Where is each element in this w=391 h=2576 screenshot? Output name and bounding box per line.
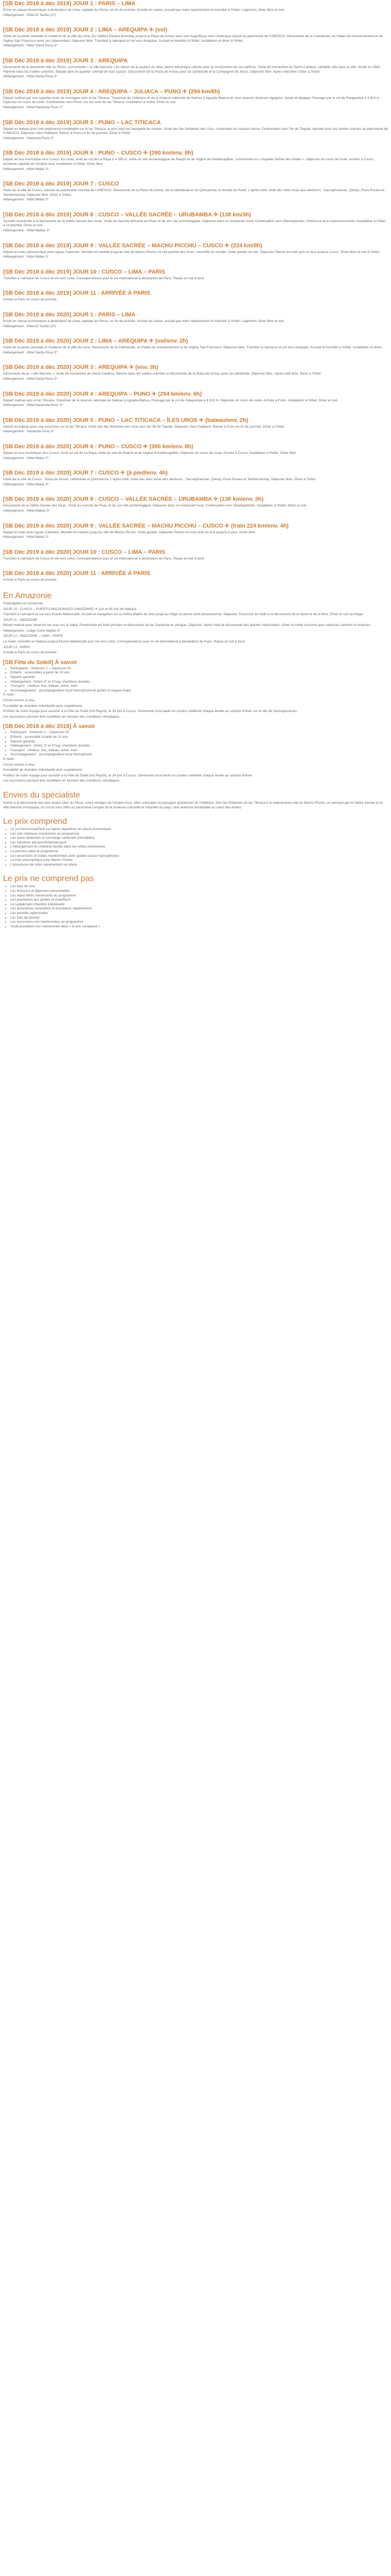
day-title: [SB Déc 2019 à déc 2020] JOUR 11 : ARRIVÉE À PARIS (3, 570, 151, 577)
soleil-2018-title: [SB Fête du Soleil] À savoir (3, 659, 77, 666)
day-title: [SB Déc 2018 à déc 2019] JOUR 5 : PUNO – LAC TITICACA (3, 119, 161, 126)
prix-comprend-title: Le prix comprend (3, 817, 67, 826)
day-block (3, 290, 388, 302)
day-block (3, 88, 388, 110)
list-item: • Accompagnateur : accompagnateur local francophone (10, 753, 388, 757)
list-item: • Les frais de visa (10, 885, 388, 889)
day-description: Arrivée à Paris en cours de journée. (3, 578, 58, 582)
day-title: [SB Déc 2019 à déc 2020] JOUR 10 : CUSCO – LIMA – PARIS (3, 549, 166, 555)
day-hotel: Hébergement : Hacienda Puno 3* (3, 430, 54, 434)
soleil-2019-notes (3, 763, 388, 784)
day-description: Départ en train panoramique pour Aguas Calientes. Montée en navette jusqu'au site de Machu Picchu, la cité perdue des Incas, merveille du monde. Visite guidée du site. Déjeuner. Retour en train puis en bus jusqu'à Cusco. Dîner libre et nuit à l'hôtel. (3, 250, 380, 254)
prix-exclut-list (3, 885, 388, 929)
day-title: [SB Déc 2019 à déc 2020] JOUR 9 : VALLÉE SACRÉE – MACHU PICCHU – CUSCO ✈ (train 224 km/env. 4h) (3, 522, 289, 529)
list-item: • Le train panoramique pour Machu Picchu (10, 858, 388, 863)
list-item: • Les excursions non mentionnées au programme (10, 920, 388, 925)
amazonie-subtitle: Prolongation en Amazonie (3, 601, 43, 605)
day-description: Départ matinal par une superbe route de montagne vers le lac Titicaca. Traversée de l'Altiplano et de la réserve nationale de Salinas y Aguada Blanca où vous pourrez observer vigognes, lamas et alpagas. Passage par le col de Patapampa à 4 910 m. Déjeuner en cours de route. Continuation vers Puno, sur les rives du lac Titicaca. Installation à l'hôtel. Dîner et nuit. (3, 96, 381, 105)
list-item: • Transport : minibus, bus, bateau, avion, train (10, 684, 388, 689)
day-block (3, 570, 388, 583)
day-title: [SB Déc 2018 à déc 2019] JOUR 4 : AREQUIPA – JULIACA – PUNO ✈ (294 km/6h) (3, 88, 220, 95)
list-item: • Accompagnateur : accompagnateur local francophone et guides à chaque étape (10, 689, 388, 693)
list-item: • Les vols intérieurs mentionnés au programme (10, 832, 388, 837)
day-hotel: Hébergement : Hôtel Midas 3* (3, 535, 49, 539)
day-title: [SB Déc 2019 à déc 2020] JOUR 3 : AREQUIPA ✈ (env. 3h) (3, 364, 158, 371)
day-hotel: Hébergement : Hôtel Mabey 3* (3, 509, 50, 513)
day-description: Envol en classe économique à destination de Lima, capitale du Pérou, en fin de journée. Arrivée en soirée, accueil par notre représentant et transfert à l'hôtel. Logement, dîner libre et nuit. (3, 319, 285, 324)
day-block (3, 443, 388, 461)
day-hotel: Hébergement : Hôtel Santa Rosa 3* (3, 350, 58, 354)
day-title: [SB Déc 2019 à déc 2020] JOUR 7 : CUSCO ✈ (à pied/env. 4h) (3, 470, 168, 477)
soleil-2019-list (3, 731, 388, 757)
day-block (3, 549, 388, 562)
amazonie-section (3, 591, 388, 655)
paragraph: Possibilité de chambre individuelle avec supplément. (3, 768, 83, 772)
day-hotel: Hébergement : Hôtel Santa Rosa 3* (3, 377, 58, 381)
day-block (3, 180, 388, 202)
day-block (3, 522, 388, 540)
list-item: • Hébergement : hôtels 3* et 3*sup, chambres doubles (10, 680, 388, 685)
day-title: [SB Déc 2019 à déc 2020] JOUR 8 : CUSCO – VALLÉE SACRÉE – URUBAMBA ✈ (138 km/env. 3h) (3, 496, 264, 503)
paragraph: Le matin, transfert en bateau jusqu'à Puerto Maldonado puis vol vers Lima. Correspondance pour le vol international à destination de Paris. Repas et nuit à bord. (3, 640, 246, 644)
list-item: • Les taxes aériennes et surcharge carburant (révisables) (10, 836, 388, 841)
day-description: Découverte de la deuxième ville du Pérou, surnommée « la ville blanche » en raison de la couleur du sillar, pierre volcanique utilisée pour la construction de ses édifices. Visite du monastère de Santa Catalina, véritable ville dans la ville, fondé en 1580. Flânerie dans les ruelles colorées. Balade dans le quartier colonial de San Lazaro. Découverte de la Plaza de Armas avec sa cathédrale et la Compagnie de Jésus. Déjeuner libre. Après-midi libre. Dîner à l'hôtel. (3, 65, 381, 74)
day-title: [SB Déc 2018 à déc 2019] JOUR 1 : PARIS – LIMA (3, 1, 136, 7)
day-block (3, 119, 388, 141)
day-title: [SB Déc 2018 à déc 2019] JOUR 8 : CUSCO – VALLÉE SACRÉE – URUBAMBA ✈ (138 km/3h) (3, 211, 251, 218)
day-block (3, 364, 388, 381)
day-description: Visite de la partie coloniale et moderne de la ville de Lima. Découverte de la Cathédrale, du Palais du Gouvernement et de l'église San Francisco. Déjeuner libre. Transfert à l'aéroport et vol vers Arequipa. Accueil et transfert à l'hôtel. Installation et dîner. (3, 346, 383, 350)
day-hotel: Hébergement : Hôtel Santa Rosa 3* (3, 75, 58, 79)
day-title: [SB Déc 2018 à déc 2019] JOUR 6 : PUNO – CUSCO ✈ (390 km/env. 8h) (3, 150, 193, 157)
paragraph: Circuit soumis à visa. (3, 699, 36, 702)
list-item: • Transport : minibus, bus, bateau, avion, train (10, 749, 388, 753)
paragraph: JOUR 10 : CUSCO – PUERTO MALDONADO (AMAZONIE) ✈ (vol et 45 min de bateau) (3, 607, 137, 611)
list-item: • L'hébergement en chambre double dans les hôtels mentionnés (10, 845, 388, 850)
list-item: • Départs garantis (10, 675, 388, 680)
list-item: • Les excursions et visites mentionnées avec guides locaux francophones (10, 854, 388, 859)
list-item: • Les activités optionnelles (10, 911, 388, 916)
soleil-2019-note-title: À noter : (3, 757, 16, 761)
prix-comprend-list (3, 827, 388, 867)
paragraph: Transfert à l'aéroport et vol vers Puerto Maldonado. Accueil et navigation sur la rivière Madre de Dios jusqu'au lodge en pleine forêt amazonienne. Déjeuner. Excursion en forêt à la découverte de la faune et de la flore. Dîner et nuit au lodge. (3, 613, 364, 617)
day-title: [SB Déc 2018 à déc 2019] JOUR 11 : ARRIVÉE À PARIS (3, 290, 151, 297)
paragraph: JOUR 12 : AMAZONIE – LIMA – PARIS (3, 634, 63, 638)
day-title: [SB Déc 2018 à déc 2019] JOUR 9 : VALLÉE SACRÉE – MACHU PICCHU – CUSCO ✈ (224 km/8h) (3, 242, 263, 249)
list-item: • Départs garantis (10, 740, 388, 744)
list-item: • Le vol Paris/Lima/Paris sur lignes régulières en classe économique (10, 827, 388, 832)
day-block (3, 391, 388, 408)
paragraph: Hébergement : Lodge Corto Maltés 3* (3, 629, 61, 633)
paragraph: Circuit soumis à visa. (3, 762, 36, 767)
day-block (3, 337, 388, 355)
paragraph: Profitez de votre voyage pour assister à la Fête du Soleil (Inti Raymi), le 24 juin à Cusco. Cérémonie inca haute en couleur célébrée chaque année au solstice d'hiver. (3, 773, 253, 777)
day-description: Journée consacrée à la découverte de la Vallée Sacrée des Incas. Visite du marché artisanal de Pisac et de son site archéologique. Déjeuner dans un restaurant local. Continuation vers Ollantaytambo, forteresse inca impressionnante. Installation à l'hôtel à Urubamba. Dîner et nuit. (3, 219, 386, 228)
day-block (3, 242, 388, 260)
day-description: Transfert à l'aéroport de Cusco et vol vers Lima. Correspondance pour le vol international à destination de Paris. Repas et nuit à bord. (3, 556, 205, 561)
day-block (3, 57, 388, 79)
soleil-2018-section (3, 659, 388, 720)
paragraph: Possibilité de chambre individuelle avec supplément. (3, 704, 83, 708)
day-title: [SB Déc 2019 à déc 2020] JOUR 4 : AREQUIPA – PUNO ✈ (294 km/env. 6h) (3, 391, 202, 397)
amazonie-title: En Amazonie (3, 591, 52, 600)
soleil-2019-section (3, 723, 388, 784)
day-description: Visite de la partie coloniale et moderne de la ville de Lima. Du célèbre Parque Kennedy jusqu'à la Plaza de Armas avec son magnifique cœur historique classé au patrimoine de l'UNESCO. Découverte de la Cathédrale, du Palais du Gouvernement et de l'église San Francisco avec ses catacombes. Déjeuner libre. Transfert à l'aéroport et vol vers Arequipa. Accueil et transfert à l'hôtel. Installation et dîner à l'hôtel. (3, 35, 383, 43)
soleil-2019-title: [SB Déc 2018 à déc 2019] À savoir (3, 723, 95, 730)
day-block (3, 268, 388, 281)
amazonie-paragraphs (3, 607, 388, 655)
paragraph: Réveil matinal pour observer les aras sur la colpa. Randonnée en forêt primaire et découverte du lac Sandoval en pirogue. Déjeuner. Après-midi de découverte des plantes médicinales. Dîner et sortie nocturne pour observer caïmans et insectes. (3, 623, 371, 628)
list-item: • Hébergement : hôtels 3* et 3*sup, chambres doubles (10, 744, 388, 749)
list-item: • Toute prestation non mentionnée dans « le prix comprend » (10, 925, 388, 929)
list-item: • Les frais de dossier (10, 916, 388, 921)
day-hotel: Hébergement : Hôtel El Tambo (3*) (3, 324, 56, 328)
list-item: • La pension selon le programme (10, 850, 388, 854)
soleil-2018-list (3, 667, 388, 693)
day-hotel: Hébergement : Hôtel Hacienda Puno 3* (3, 105, 63, 109)
day-hotel: Hébergement : Hôtel Midas 3* (3, 255, 49, 259)
day-title: [SB Déc 2018 à déc 2019] JOUR 3 : AREQUIPA (3, 57, 128, 64)
soleil-2018-notes (3, 699, 388, 719)
day-block (3, 311, 388, 329)
day-description: Départ en train pour Aguas Calientes. Montée en navette jusqu'au site de Machu Picchu. Visite guidée. Déjeuner. Retour en train puis en bus jusqu'à Cusco. Dîner libre. (3, 530, 256, 534)
list-item: • Enfants : accessibles à partir de 10 ans (10, 671, 388, 675)
list-item: • Les pourboires aux guides et chauffeurs (10, 898, 388, 903)
envies-text: Partez à la découverte des plus beaux sites du Pérou, entre vestiges de l'empire inca, villes coloniales et paysages grandioses de l'Altiplano. Des îles flottantes du lac Titicaca à la majestueuse cité de Machu Picchu, en passant par la Vallée Sacrée et la ville blanche d'Arequipa, ce circuit vous offre un panorama complet de la richesse culturelle et naturelle du pays. Une aventure inoubliable au cœur des Andes. (3, 801, 383, 809)
day-description: Départ en bus touristique vers Cusco. Arrêt au col de La Raya, visite du site de Raqchi et de l'église d'Andahuaylillas. Déjeuner en cours de route. Arrivée à Cusco. Installation à l'hôtel. Dîner libre. (3, 451, 297, 455)
day-description: Visite de la ville de Cusco : Plaza de Armas, cathédrale et Qoricancha. L'après-midi, visite des sites incas des alentours : Sacsayhuaman, Qenqo, Puca Pucara et Tambomachay. Déjeuner libre. Dîner à l'hôtel. (3, 478, 316, 482)
day-hotel: Hébergement : Hôtel Midas 3* (3, 456, 49, 460)
day-hotel: Hébergement : Hôtel El Tambo (3*) (3, 13, 56, 17)
day-block (3, 0, 388, 18)
itinerary-2018-2019 (3, 0, 388, 302)
day-description: Découverte de la Vallée Sacrée des Incas. Visite du marché de Pisac et de son site archéologique. Déjeuner dans un restaurant local. Continuation vers Ollantaytambo. Installation à l'hôtel. Dîner et nuit. (3, 504, 307, 508)
day-title: [SB Déc 2018 à déc 2019] JOUR 7 : CUSCO (3, 181, 119, 188)
day-block (3, 211, 388, 233)
day-hotel: Hébergement : Hôtel Midas 3* (3, 482, 49, 486)
day-block (3, 469, 388, 487)
prix-comprend-section (3, 817, 388, 867)
list-item: • Les assurances annulation et assistance rapatriement (10, 907, 388, 911)
paragraph: JOUR 11 : AMAZONIE (3, 618, 38, 622)
day-title: [SB Déc 2019 à déc 2020] JOUR 2 : LIMA – AREQUIPA ✈ (vol/env. 2h) (3, 338, 188, 345)
day-hotel: Hébergement : Hôtel Midas 3* (3, 198, 49, 202)
day-block (3, 417, 388, 434)
day-title: [SB Déc 2019 à déc 2020] JOUR 6 : PUNO – CUSCO ✈ (390 km/env. 8h) (3, 443, 193, 450)
paragraph: Les excursions peuvent être modifiées en fonction des conditions climatiques. (3, 715, 121, 719)
day-title: [SB Déc 2018 à déc 2019] JOUR 10 : CUSCO – LIMA – PARIS (3, 268, 166, 275)
day-hotel: Hébergement : Hôtel Santa Rosa 3* (3, 44, 58, 48)
day-description: Départ en bateau pour une expérience inoubliable sur le lac Titicaca, le plus haut lac navigable du monde. Visite des îles flottantes des Uros, construites en roseaux totora. Continuation vers l'île de Taquile, réputée pour ses textiles classés au patrimoine de l'UNESCO. Déjeuner chez l'habitant. Retour à Puno en fin de journée. Dîner à l'hôtel. (3, 127, 388, 135)
paragraph: Les excursions peuvent être modifiées en fonction des conditions climatiques. (3, 779, 121, 783)
list-item: • Les transferts aéroport/hôtel/aéroport (10, 841, 388, 845)
list-item: • Le supplément chambre individuelle (10, 903, 388, 907)
day-title: [SB Déc 2019 à déc 2020] JOUR 5 : PUNO – LAC TITICACA – ÎLES UROS ✈ (bateau/env. 2h) (3, 417, 249, 423)
day-description: Visite de la ville de Cusco, classée au patrimoine mondial de l'UNESCO. Découverte de la Plaza de Armas, de la cathédrale et du Qoricancha, le temple du Soleil. L'après-midi, visite des sites incas aux alentours : Sacsayhuaman, Qenqo, Puca Pucara et Tambomachay. Déjeuner libre. Dîner à l'hôtel. (3, 189, 385, 197)
paragraph: JOUR 13 : PARIS (3, 645, 30, 649)
day-block (3, 26, 388, 48)
day-block (3, 149, 388, 172)
day-block (3, 496, 388, 513)
day-description: Départ matinal vers le lac Titicaca. Traversée de la réserve nationale de Salinas y Aguada Blanca. Passage par le col de Patapampa à 4 910 m. Déjeuner en cours de route. Arrivée à Puno. Installation à l'hôtel. Dîner et nuit. (3, 398, 338, 402)
day-description: Arrivée à Paris en cours de journée. (3, 298, 58, 302)
prix-exclut-section (3, 874, 388, 929)
day-hotel: Hébergement : Hôtel Midas 3* (3, 167, 49, 171)
soleil-2018-note-title: À noter : (3, 693, 16, 697)
day-description: Transfert à l'aéroport de Cusco et vol vers Lima. Correspondance pour le vol international à destination de Paris. Repas et nuit à bord. (3, 276, 205, 280)
list-item: • Participant : minimum 2 – maximum 20 (10, 731, 388, 735)
list-item: • L'assistance de notre représentant sur place (10, 863, 388, 868)
list-item: • Les boissons et dépenses personnelles (10, 889, 388, 894)
day-description: Départ en bus touristique vers Cusco. En route, arrêt au col de La Raya à 4 335 m, visite du site archéologique de Raqchi et de l'église de Andahuaylillas, surnommée la « chapelle Sixtine des Andes ». Déjeuner en cours de route. Arrivée à Cusco, ancienne capitale de l'empire inca. Installation à l'hôtel. Dîner libre. (3, 158, 374, 166)
day-description: Découverte de la « ville blanche ». Visite du monastère de Santa Catalina, flânerie dans les ruelles colorées et découverte de la Plaza de Armas avec sa cathédrale. Déjeuner libre. Après-midi libre. Dîner à l'hôtel. (3, 372, 322, 376)
day-hotel: Hébergement : Hôtel Mabey 3* (3, 229, 50, 233)
day-title: [SB Déc 2019 à déc 2020] JOUR 1 : PARIS – LIMA (3, 312, 136, 318)
day-hotel: Hébergement : Hacienda Puno 3* (3, 136, 54, 140)
day-description: Départ en bateau pour une excursion sur le lac Titicaca. Visite des îles flottantes des Uros puis de l'île de Taquile. Déjeuner chez l'habitant. Retour à Puno en fin de journée. Dîner à l'hôtel. (3, 425, 285, 429)
itinerary-2019-2020 (3, 311, 388, 583)
day-title: [SB Déc 2018 à déc 2019] JOUR 2 : LIMA – AREQUIPA ✈ (vol) (3, 27, 168, 33)
day-hotel: Hébergement : Hôtel Hacienda Puno 3* (3, 403, 63, 408)
list-item: • Participants : minimum 2 – maximum 20 (10, 667, 388, 671)
list-item: • Les repas libres mentionnés au programme (10, 894, 388, 899)
list-item: • Enfants : accessible à partir de 10 ans (10, 735, 388, 740)
day-description: Envol en classe économique à destination de Lima, capitale du Pérou, en fin de journée. Arrivée en soirée, accueil par notre représentant et transfert à l'hôtel. Logement, dîner libre et nuit. (3, 8, 285, 12)
envies-title: Envies du spécialiste (3, 790, 80, 800)
paragraph: Arrivée à Paris en cours de journée. (3, 651, 58, 655)
prix-exclut-title: Le prix ne comprend pas (3, 874, 94, 884)
envies-section (3, 791, 388, 810)
paragraph: Profitez de votre voyage pour assister à la Fête du Soleil (Inti Raymi), le 24 juin à Cusco. Cérémonie inca haute en couleur célébrée chaque année au solstice d'hiver sur le site de Sacsayhuaman. (3, 709, 298, 714)
